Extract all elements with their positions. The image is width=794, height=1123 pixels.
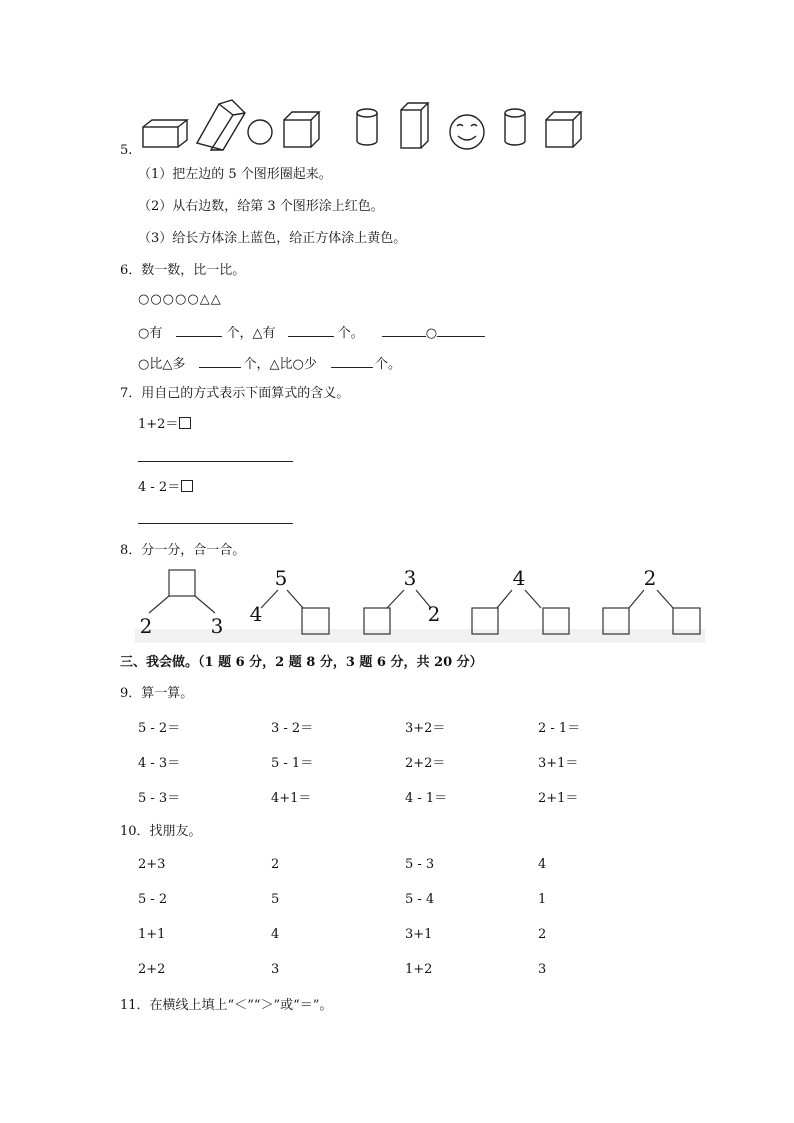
q10-item[interactable]: 3 bbox=[271, 962, 280, 977]
q10-item[interactable]: 4 bbox=[271, 927, 280, 942]
q9-item[interactable]: 3 - 2＝ bbox=[271, 721, 314, 736]
q10-item[interactable]: 2+3 bbox=[138, 857, 166, 872]
q10-item[interactable]: 3+1 bbox=[405, 927, 433, 942]
q9-item[interactable]: 3+2＝ bbox=[405, 721, 446, 736]
tall-cuboid-shape bbox=[401, 103, 428, 148]
q8-tree3-top: 3 bbox=[403, 566, 417, 590]
q10-item[interactable]: 5 bbox=[271, 892, 280, 907]
q6-row1-part-b: 个，△有 bbox=[226, 326, 276, 341]
q9-item[interactable]: 2+1＝ bbox=[538, 791, 579, 806]
q10-item[interactable]: 1+2 bbox=[405, 962, 433, 977]
q6-row2-part-a: ○比△多 bbox=[138, 357, 186, 372]
q8-tree5-top: 2 bbox=[643, 566, 657, 590]
tilted-cuboid-shape bbox=[197, 100, 245, 150]
q6-less-blank[interactable] bbox=[331, 355, 373, 368]
q6-row2-part-c: 个。 bbox=[374, 357, 401, 372]
q5-sub-2: （2）从右边数，给第 3 个图形涂上红色。 bbox=[138, 199, 384, 214]
q11-title: 11．在横线上填上“＜”“＞”或“＝”。 bbox=[120, 998, 333, 1013]
q9-title: 9．算一算。 bbox=[120, 686, 194, 701]
cuboid-shape-1 bbox=[143, 120, 187, 147]
q5-shapes-figure bbox=[135, 98, 595, 154]
q6-triangle-count-blank[interactable] bbox=[288, 324, 334, 337]
q6-more-blank[interactable] bbox=[199, 355, 241, 368]
q10-item[interactable]: 5 - 3 bbox=[405, 857, 435, 872]
q5-number: 5. bbox=[120, 143, 133, 158]
q8-tree1-right: 3 bbox=[210, 614, 224, 638]
q10-item[interactable]: 1+1 bbox=[138, 927, 166, 942]
cube-shape-2 bbox=[546, 112, 581, 147]
q9-item[interactable]: 2 - 1＝ bbox=[538, 721, 581, 736]
q9-item[interactable]: 5 - 1＝ bbox=[271, 756, 314, 771]
q7-equation-1 bbox=[138, 417, 191, 433]
q6-row1-part-a: ○有 bbox=[138, 326, 163, 341]
q7-eq1-answer-box[interactable] bbox=[179, 417, 191, 429]
q6-circle-count-blank[interactable] bbox=[176, 324, 222, 337]
q8-tree1-left: 2 bbox=[139, 614, 153, 638]
q9-item[interactable]: 5 - 3＝ bbox=[138, 791, 181, 806]
q7-eq2-answer-box[interactable] bbox=[181, 480, 193, 492]
q6-row1-part-d: ○ bbox=[425, 326, 438, 341]
q10-item[interactable]: 3 bbox=[538, 962, 547, 977]
q7-answer-line-1[interactable] bbox=[138, 461, 293, 462]
q9-item[interactable]: 5 - 2＝ bbox=[138, 721, 181, 736]
q6-row-2 bbox=[138, 355, 401, 373]
q8-title: 8．分一分，合一合。 bbox=[120, 543, 246, 558]
circle-shape bbox=[248, 120, 272, 144]
section-3-title: 三、我会做。（1 题 6 分，2 题 8 分，3 题 6 分，共 20 分） bbox=[120, 655, 483, 670]
q5-sub-3: （3）给长方体涂上蓝色，给正方体涂上黄色。 bbox=[138, 231, 407, 246]
q7-title: 7．用自己的方式表示下面算式的含义。 bbox=[120, 386, 350, 401]
q7-eq2-text: 4 - 2＝ bbox=[138, 480, 181, 495]
q8-tree2-left: 4 bbox=[249, 602, 263, 626]
q8-tree4-top: 4 bbox=[512, 566, 526, 590]
q9-item[interactable]: 3+1＝ bbox=[538, 756, 579, 771]
q9-item[interactable]: 4 - 1＝ bbox=[405, 791, 448, 806]
q9-item[interactable]: 4+1＝ bbox=[271, 791, 312, 806]
q10-item[interactable]: 5 - 4 bbox=[405, 892, 435, 907]
q10-item[interactable]: 2 bbox=[538, 927, 547, 942]
q10-item[interactable]: 2+2 bbox=[138, 962, 166, 977]
smiley-face-shape bbox=[450, 115, 484, 149]
q10-title: 10．找朋友。 bbox=[120, 824, 202, 839]
q6-title: 6．数一数，比一比。 bbox=[120, 263, 246, 278]
q10-item[interactable]: 1 bbox=[538, 892, 547, 907]
q9-item[interactable]: 4 - 3＝ bbox=[138, 756, 181, 771]
q5-sub-1: （1）把左边的 5 个图形圈起来。 bbox=[138, 167, 332, 182]
q8-tree2-top: 5 bbox=[274, 566, 288, 590]
q9-item[interactable]: 2+2＝ bbox=[405, 756, 446, 771]
q10-item[interactable]: 2 bbox=[271, 857, 280, 872]
cylinder-shape-1 bbox=[357, 109, 377, 145]
q6-shape-row: ○○○○○△△ bbox=[138, 292, 222, 307]
q6-row-1 bbox=[138, 324, 485, 342]
q7-equation-2 bbox=[138, 480, 193, 496]
q6-row2-part-b: 个，△比○少 bbox=[243, 357, 317, 372]
cube-shape-1 bbox=[284, 112, 319, 147]
q6-compare-left-blank[interactable] bbox=[382, 324, 426, 337]
cylinder-shape-2 bbox=[505, 109, 525, 145]
q10-item[interactable]: 5 - 2 bbox=[138, 892, 168, 907]
q10-item[interactable]: 4 bbox=[538, 857, 547, 872]
q6-row1-part-c: 个。 bbox=[337, 326, 364, 341]
q7-eq1-text: 1+2＝ bbox=[138, 417, 179, 432]
q8-tree3-right: 2 bbox=[427, 602, 441, 626]
q7-answer-line-2[interactable] bbox=[138, 523, 293, 524]
q8-number-bonds-figure bbox=[135, 563, 705, 645]
q6-compare-right-blank[interactable] bbox=[437, 324, 485, 337]
